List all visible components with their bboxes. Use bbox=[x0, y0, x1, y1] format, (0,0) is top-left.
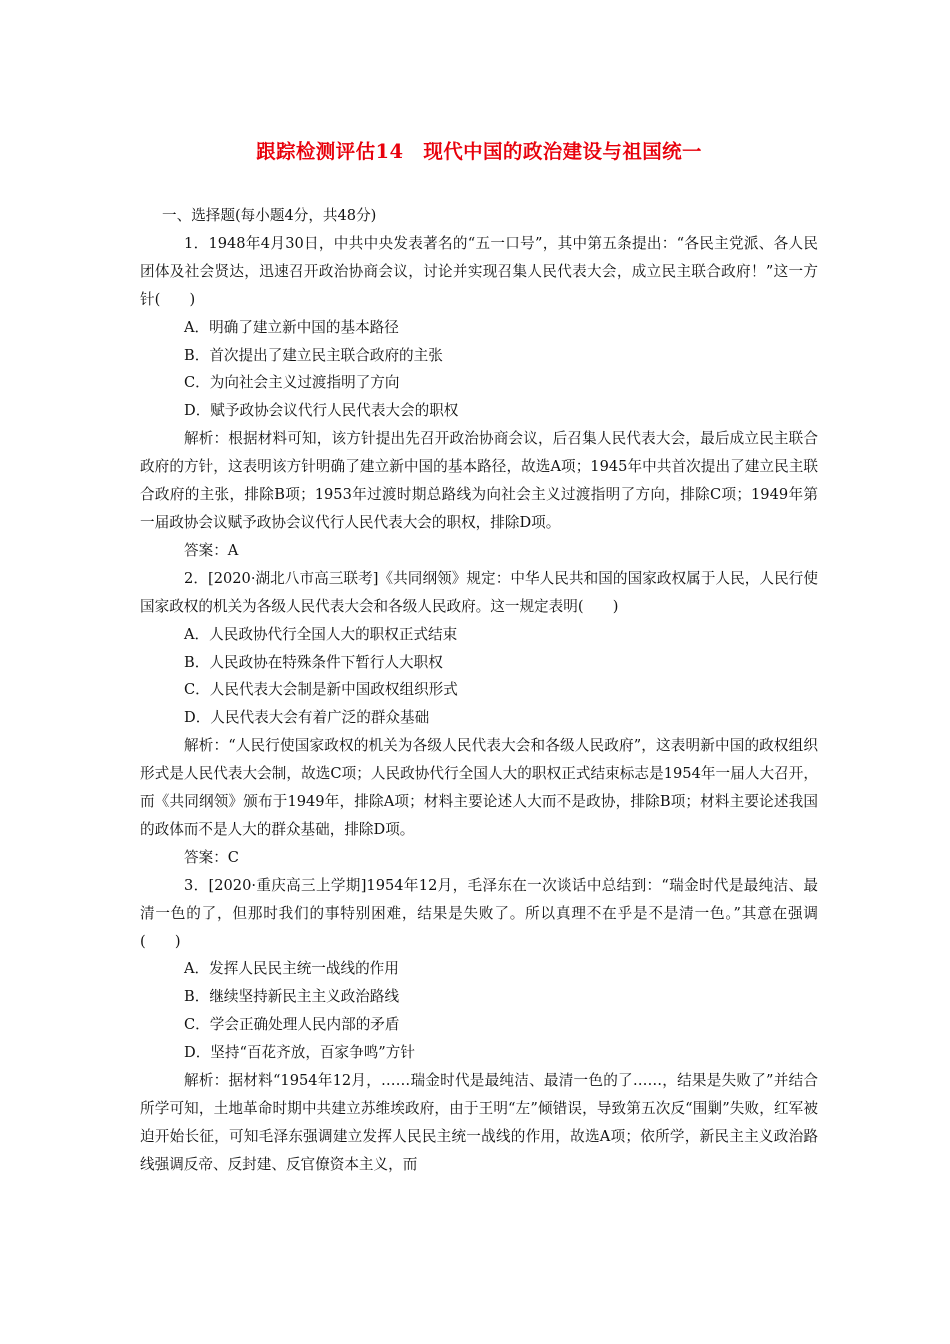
question-2-option-a: A．人民政协代行全国人大的职权正式结束 bbox=[184, 625, 458, 643]
question-1-option-a: A．明确了建立新中国的基本路径 bbox=[184, 318, 399, 336]
section-heading: 一、选择题(每小题4分，共48分) bbox=[162, 207, 377, 224]
question-2-stem: 2．[2020·湖北八市高三联考]《共同纲领》规定：中华人民共和国的国家政权属于人民，人民行使国家政权的机关为各级人民代表大会和各级人民政府。这一规定表明( ) bbox=[140, 569, 818, 615]
question-1-answer: 答案：A bbox=[184, 541, 239, 559]
question-2-analysis: 解析：“人民行使国家政权的机关为各级人民代表大会和各级人民政府”，这表明新中国的政权组织形式是人民代表大会制，故选C项；人民政协代行全国人大的职权正式结束标志是1954年一届人大召开，而《共同纲领》颁布于1949年，排除A项；材料主要论述人大而不是政协，排除B项；材料主要论述我国的政体而不是人大的群众基础，排除D项。 bbox=[140, 737, 818, 838]
question-1-option-b: B．首次提出了建立民主联合政府的主张 bbox=[184, 346, 443, 364]
question-2-answer: 答案：C bbox=[184, 848, 239, 866]
question-1-option-c: C．为向社会主义过渡指明了方向 bbox=[184, 374, 400, 392]
question-3-option-d: D．坚持“百花齐放，百家争鸣”方针 bbox=[184, 1044, 415, 1062]
question-3-option-a: A．发挥人民民主统一战线的作用 bbox=[184, 960, 399, 978]
question-2-option-c: C．人民代表大会制是新中国政权组织形式 bbox=[184, 681, 458, 699]
question-1-option-d: D．赋予政协会议代行人民代表大会的职权 bbox=[184, 402, 459, 420]
question-1-analysis: 解析：根据材料可知，该方针提出先召开政治协商会议，后召集人民代表大会，最后成立民主联合政府的方针，这表明该方针明确了建立新中国的基本路径，故选A项；1945年中共首次提出了建立民主联合政府的主张，排除B项；1953年过渡时期总路线为向社会主义过渡指明了方向，排除C项；1949年第一届政协会议赋予政协会议代行人民代表大会的职权，排除D项。 bbox=[140, 430, 818, 531]
document-page bbox=[140, 140, 818, 1179]
question-2-option-d: D．人民代表大会有着广泛的群众基础 bbox=[184, 709, 430, 727]
question-3-analysis: 解析：据材料“1954年12月，……瑞金时代是最纯洁、最清一色的了……，结果是失败了”并结合所学可知，土地革命时期中共建立苏维埃政府，由于王明“左”倾错误，导致第五次反“围剿”失败，红军被迫开始长征，可知毛泽东强调建立发挥人民民主统一战线的作用，故选A项；依所学，新民主主义政治路线强调反帝、反封建、反官僚资本主义，而 bbox=[140, 1072, 818, 1173]
question-3-option-b: B．继续坚持新民主主义政治路线 bbox=[184, 988, 400, 1006]
question-3-stem: 3．[2020·重庆高三上学期]1954年12月，毛泽东在一次谈话中总结到：“瑞金时代是最纯洁、最清一色的了，但那时我们的事特别困难，结果是失败了。所以真理不在乎是不是清一色。”其意在强调( ) bbox=[140, 876, 818, 950]
question-1-stem: 1．1948年4月30日，中共中央发表著名的“五一口号”，其中第五条提出：“各民主党派、各人民团体及社会贤达，迅速召开政治协商会议，讨论并实现召集人民代表大会，成立民主联合政府！”这一方针( ) bbox=[140, 234, 818, 308]
question-2-option-b: B．人民政协在特殊条件下暂行人大职权 bbox=[184, 653, 443, 671]
page-title: 跟踪检测评估14 现代中国的政治建设与祖国统一 bbox=[256, 140, 702, 163]
question-3-option-c: C．学会正确处理人民内部的矛盾 bbox=[184, 1016, 400, 1034]
